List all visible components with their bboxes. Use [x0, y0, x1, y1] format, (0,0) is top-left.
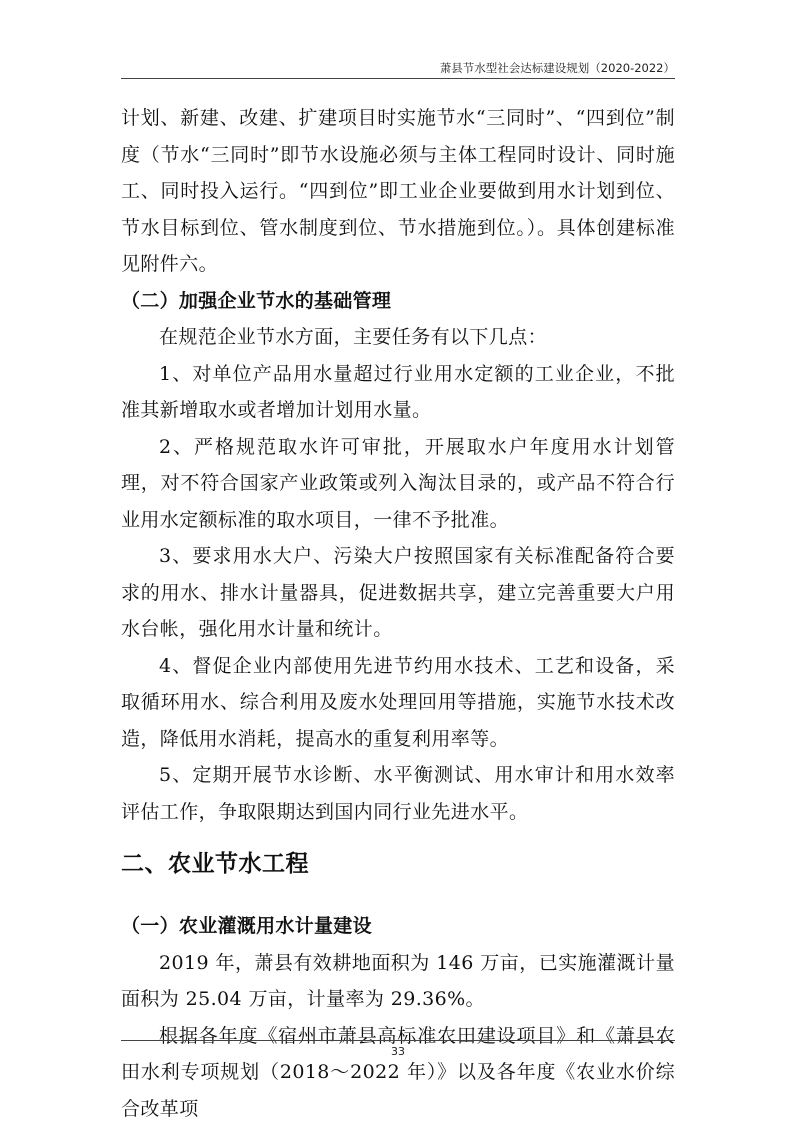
document-body — [121, 100, 675, 1127]
section-heading-agriculture: 二、农业节水工程 — [121, 842, 675, 886]
list-item-5: 5、定期开展节水诊断、水平衡测试、用水审计和用水效率评估工作，争取限期达到国内同行业先进水平。 — [121, 757, 675, 830]
list-item-4: 4、督促企业内部使用先进节约用水技术、工艺和设备，采取循环用水、综合利用及废水处理回用等措施，实施节水技术改造，降低用水消耗，提高水的重复利用率等。 — [121, 648, 675, 758]
intro-paragraph: 在规范企业节水方面，主要任务有以下几点： — [121, 319, 675, 356]
continued-paragraph: 计划、新建、改建、扩建项目时实施节水“三同时”、“四到位”制度（节水“三同时”即节水设施必须与主体工程同时设计、同时施工、同时投入运行。“四到位”即工业企业要做到用水计划到位、节水目标到位、管水制度到位、节水措施到位。）。具体创建标准见附件六。 — [121, 100, 675, 283]
running-header: 萧县节水型社会达标建设规划（2020-2022） — [121, 60, 675, 76]
list-item-2: 2、严格规范取水许可审批，开展取水户年度用水计划管理，对不符合国家产业政策或列入淘汰目录的，或产品不符合行业用水定额标准的取水项目，一律不予批准。 — [121, 429, 675, 539]
list-item-3: 3、要求用水大户、污染大户按照国家有关标准配备符合要求的用水、排水计量器具，促进数据共享，建立完善重要大户用水台帐，强化用水计量和统计。 — [121, 538, 675, 648]
footer-divider — [121, 1040, 675, 1041]
list-item-1: 1、对单位产品用水量超过行业用水定额的工业企业，不批准其新增取水或者增加计划用水量。 — [121, 356, 675, 429]
page-number: 33 — [121, 1045, 675, 1058]
plan-basis-paragraph: 根据各年度《宿州市萧县高标准农田建设项目》和《萧县农田水利专项规划（2018～2022 年）》以及各年度《农业水价综合改革项 — [121, 1018, 675, 1127]
subsection-heading-enterprise-management: （二）加强企业节水的基础管理 — [121, 283, 675, 320]
header-divider — [121, 78, 675, 79]
statistics-paragraph: 2019 年，萧县有效耕地面积为 146 万亩，已实施灌溉计量面积为 25.04 万亩，计量率为 29.36%。 — [121, 945, 675, 1018]
subsection-heading-irrigation-metering: （一）农业灌溉用水计量建设 — [121, 908, 675, 945]
